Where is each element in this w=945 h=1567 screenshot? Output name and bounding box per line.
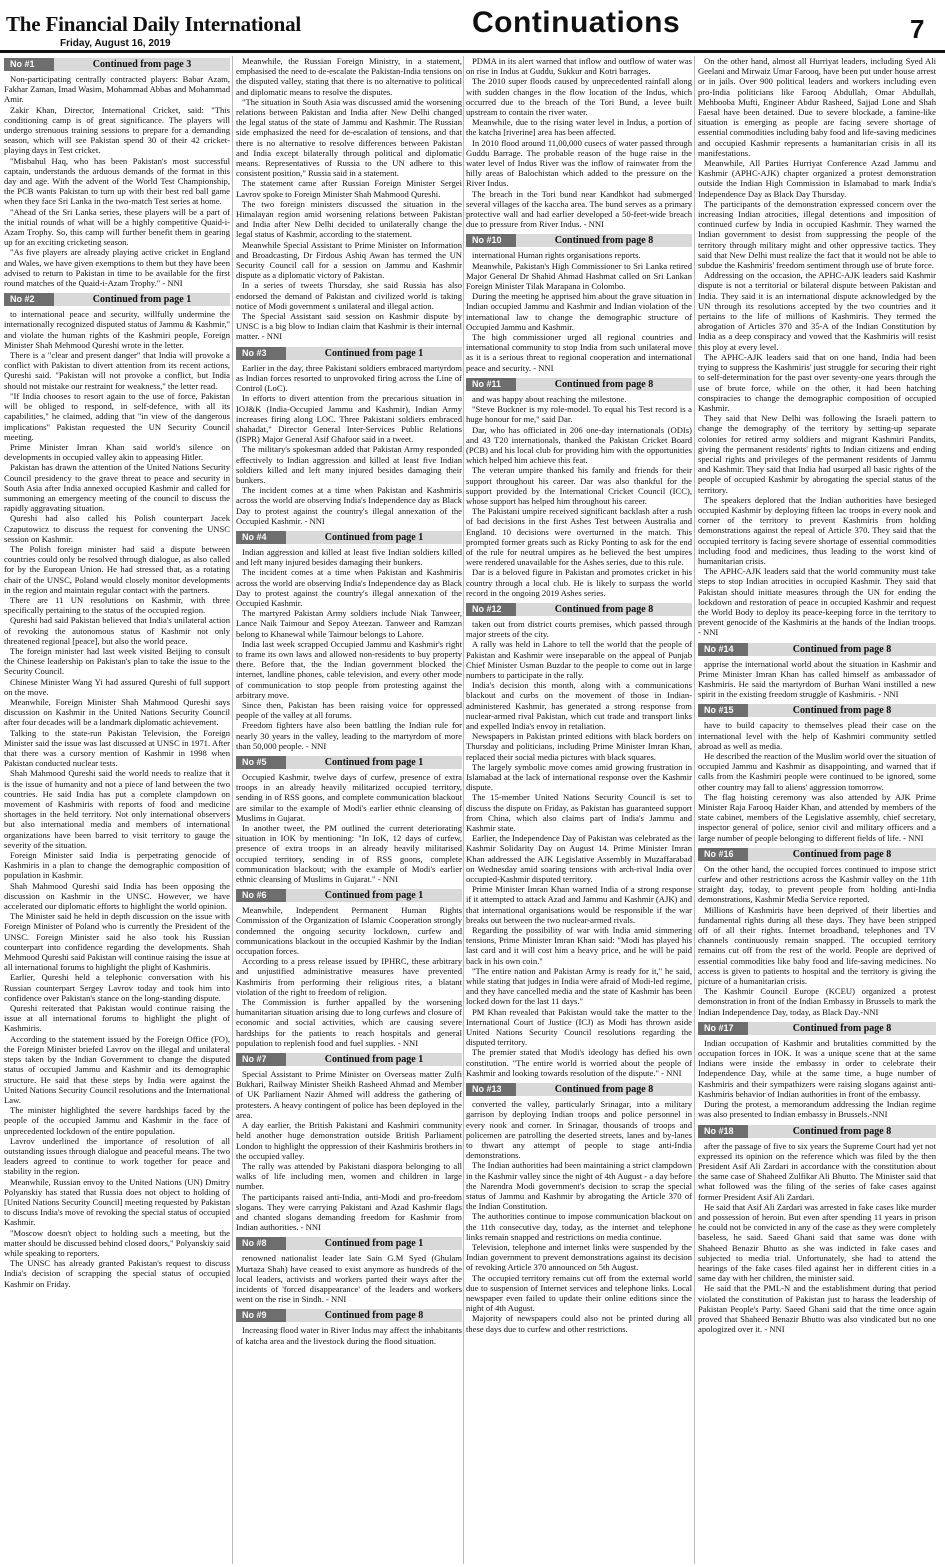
story-number-tag: No #12 (466, 603, 516, 616)
masthead-rule (0, 50, 945, 53)
story (698, 1022, 936, 1120)
newspaper-name: The Financial Daily International (6, 12, 302, 36)
paragraph: Dar is a beloved figure in Pakistan and promotes cricket in his country through a local club. He is likely to surpass the world record in the ongoing 2019 Ashes series. (466, 567, 692, 598)
paragraph: Freedom fighters have also been battling the Indian rule for nearly 30 years in the valley, leading to the martyrdom of more than 50,000 people. - NNI (236, 720, 462, 751)
paragraph: He said that Asif Ali Zardari was arrested in fake cases like murder and possession of heroin. But even after spending 11 years in prison he could not be convicted in any of the case as they were completely baseless, he said. Saeed Ghani said that same was done with Shaheed Benazir Bhutto as she was indicted in fake cases and subjected to media trial. Unfortunately, she had to attend the hearings of the fake cases filed against her in different cities in a same day with her children, the minister said. (698, 1201, 936, 1284)
story-body (4, 74, 230, 288)
paragraph: The incident comes at a time when Pakistan and Kashmiris across the world are observing India's Independence day as Black Day to protest against the country's illegal annexation of the Occupied Kashmir. (236, 567, 462, 608)
section-title: Continuations (472, 6, 681, 39)
paragraph: Chinese Minister Wang Yi had assured Qureshi of full support on the move. (4, 676, 230, 697)
continued-from-label: Continued from page 1 (286, 531, 462, 544)
story (236, 531, 462, 751)
paragraph: "The entire nation and Pakistan Army is ready for it," he said, while stating that judges in India were afraid of Modi-led regime, and they have cancelled media and the state of Kashmir has been locked down for the last 11 days." (466, 965, 692, 1007)
paragraph: Meanwhile, due to the rising water level in Indus, a portion of the katcha [riverine] area has been affected. (466, 117, 692, 138)
continued-from-label: Continued from page 1 (54, 293, 230, 306)
continued-from-label: Continued from page 1 (286, 756, 462, 769)
continued-from-label: Continued from page 3 (54, 58, 230, 71)
story-body (236, 905, 462, 1048)
continued-from-label: Continued from page 8 (748, 643, 936, 656)
story-header (466, 234, 692, 247)
story-number-tag: No #5 (236, 756, 286, 769)
story-number-tag: No #14 (698, 643, 748, 656)
story (466, 56, 692, 229)
story (4, 293, 230, 1289)
continued-from-label: Continued from page 1 (286, 1053, 462, 1066)
story-number-tag: No #6 (236, 889, 286, 902)
paragraph: Talking to the state-run Pakistan Television, the Foreign Minister said the issue was last discussed at UNSC in 1971. After that there was a cursory mention of Kashmir in 1998 when Pakistan conducted nuclear tests. (4, 727, 230, 769)
paragraph: taken out from district courts premises, which passed through major streets of the city. (466, 618, 692, 640)
paragraph: According to the statement issued by the Foreign Office (FO), the Foreign Minister briefed Lavrov on the illegal and unilateral steps taken by the Indian Government to change the disputed status of occupied Jammu and Kashmir and its demographic structure. He said that these steps by India were against the United Nations Security Council resolutions and the International Law. (4, 1033, 230, 1105)
story-number-tag: No #17 (698, 1022, 748, 1035)
story-header (698, 704, 936, 717)
paragraph: Regarding the possibility of war with India amid simmering tensions, Prime Minister Imran Khan said: "Modi has played his last card and it will cost him a heavy price, and he will be paid back in his own coin." (466, 925, 692, 966)
story-number-tag: No #3 (236, 347, 286, 360)
paragraph: Qureshi had said Pakistan believed that India's unilateral action of revoking the autonomous status of Kashmir not only threatened regional [peace], but also the world peace. (4, 615, 230, 646)
paragraph: international Human rights organisations reports. (472, 250, 641, 261)
story-header (698, 848, 936, 861)
paragraph: The foreign minister had last week visited Beijing to consult the Chinese leadership on Pakistan's plan to take the issue to the Security Council. (4, 645, 230, 677)
story-number-tag: No #18 (698, 1125, 748, 1138)
paragraph: have to build capacity to themselves plead their case on the international level with the help of Kashmiri community settled abroad as well as media. (698, 720, 936, 751)
story (698, 704, 936, 842)
paragraph: India's decision this month, along with a communications blackout and curbs on the movement of those in Indian-administered Kashmir, has generated a strong response from nuclear-armed rival Pakistan, which cut trade and transport links and expelled India's envoy in retaliation. (466, 680, 692, 731)
story-header (4, 293, 230, 306)
paragraph: The military's spokesman added that Pakistan Army responded effectively to Indian aggression and killed at least five Indian soldiers killed and left many injured besides damaging their bunkers. (236, 444, 462, 485)
paragraph: The participants raised anti-India, anti-Modi and pro-freedom slogans. They were carrying Pakistani and Azad Kashmir flags and chanted slogans demanding freedom for Kashmir from Indian authorities. - NNI (236, 1191, 462, 1233)
paragraph: The flag hoisting ceremony was also attended by AJK Prime Minister Raja Farooq Haider Khan, and attended by members of the state cabinet, members of the Legislative assembly, chief secretary, inspector general of police, senior civil and military officers and a large number of people belonging to different fields of life. - NNI (698, 791, 936, 843)
paragraph: The Minister said he held in depth discussion on the issue with Foreign Minister of Poland who is currently the President of the UNSC. Foreign Minister said he also took his Russian counterpart into confidence regarding the developments. Shah Mehmood Qureshi said Pakistan will continue raising the issue at all international forums to highlight the plight of Kashmiris. (4, 911, 230, 973)
paragraph: "Ahead of the Sri Lanka series, these players will be a part of the initial rounds of what will be a highly competitive Quaid-i-Azam Trophy. So, this camp will further benefit them in gearing up for an exciting cricketing season. (4, 206, 230, 248)
story-body (698, 720, 936, 842)
story-number-tag: No #10 (466, 234, 516, 247)
column-divider (232, 56, 233, 1564)
paragraph: The largely symbolic move comes amid growing frustration in Islamabad at the lack of international response over the Kashmir dispute. (466, 761, 692, 793)
paragraph: converted the valley, particularly Srinagar, into a military garrison by deploying Indian troops and police personnel in every nook and corner. In Srinagar, thousands of troops and policemen are patrolling the deserted streets, lanes and by-lanes to thwart any attempt of people to stage anti-India demonstrations. (466, 1099, 692, 1161)
paragraph: There are 11 UN resolutions on Kashmir, with three specifically pertaining to the status of the occupied region. (4, 594, 230, 616)
paragraph: Special Assistant to Prime Minister on Overseas matter Zulfi Bukhari, Railway Minister Sheikh Rasheed Ahmad and Member of UK Parliament Nazir Ahmed will address the gathering of protesters. A heavy contingent of police has been deployed in the area. (236, 1069, 462, 1120)
paragraph: The martyred Pakistan Army soldiers include Niak Tanweer, Lance Naik Taimour and Sepoy Ateezan. Tanweer and Ramzan belong to Khanewal while Taimour belongs to Lahore. (236, 608, 462, 639)
paragraph: renowned nationalist leader late Sain G.M Syed (Ghulam Murtaza Shah) have ceased to exist anymore as hundreds of the local leaders, activists and workers parted their ways after the incidents of 'forced disappearance' of the leaders and workers went on the rise in Sindh. - NNI (236, 1253, 462, 1305)
story-header (466, 378, 692, 391)
story-body (466, 56, 692, 229)
paragraph: apprise the international world about the situation in Kashmir and Prime Minister Imran Khan has called himself as ambassador of Kashmiris. He said the martyrdom of Burhan Wani instilled a new spirit in the existing freedom struggle of Kashmiris. - NNI (698, 658, 936, 700)
paragraph: Prime Minister Imran Khan said world's silence on developments in occupied valley akin to appeasing Hitler. (4, 441, 230, 463)
paragraph: Increasing flood water in River Indus may affect the inhabitants of katcha area and the livestock during the flood situation. (236, 1325, 462, 1346)
paragraph: Pakistan has drawn the attention of the United Nations Security Council presidency to the grave threat to peace and security in South Asia after India annexed occupied Kashmir and called for summoning an emergency meeting of the council to discuss the rapidly aggravating situation. (4, 462, 230, 514)
paragraph: The Kashmir Council Europe (KCEU) organized a protest demonstration in front of the Indian Embassy in Brussels to mark the Indian Independence Day, today, as Black Day.-NNI (698, 986, 936, 1017)
story (236, 1237, 462, 1304)
continued-from-label: Continued from page 1 (286, 1237, 462, 1250)
story (236, 889, 462, 1048)
paragraph: In a series of tweets Thursday, she said Russia has also endorsed the demand of Pakistan and civilized world is taking notice of Modi government s unilateral and illegal action. (236, 280, 462, 311)
paragraph: Shah Mahmood Qureshi said India has been opposing the discussion on Kashmir in the UNSC. However, we have accelerated our diplomatic efforts to highlight the world opinion. (4, 880, 230, 912)
paragraph: The high commissioner urged all regional countries and international community to stop India from such unilateral move as it is a serious threat to regional cooperation and international peace and security. - NNI (466, 332, 692, 373)
story-body (698, 659, 936, 700)
paragraph: "Steve Buckner is my role-model. To equal his Test record is a huge honour for me," said Dar. (466, 404, 692, 425)
column-2 (236, 56, 462, 1564)
story-number-tag: No #16 (698, 848, 748, 861)
paragraph: "Moscow doesn't object to holding such a meeting, but the matter should be discussed behind closed doors," Polyanskiy said while speaking to reporters. (4, 1227, 230, 1258)
story (466, 603, 692, 1078)
paragraph: The breach in the Tori bund near Kandhkot had submerged several villages of the kaccha area. The bund serves as a primary protective wall and had earlier developed a 50-feet-wide breach due to pressure from River Indus. - NNI (466, 188, 692, 230)
paragraph: Indian aggression and killed at least five Indian soldiers killed and left many injured besides damaging their bunkers. (236, 546, 462, 568)
paragraph: The Special Assistant said session on Kashmir dispute by UNSC is a big blow to Indian claim that Kashmir is their internal matter. - NNI (236, 311, 462, 342)
paragraph: Occupied Kashmir, twelve days of curfew, presence of extra troops in an already heavily militarized occupied territory, sending in of RSS goons, and complete communication blackout are similar to the example of Modi's earlier ethnic cleansing of Muslims in Gujarat. (236, 772, 462, 823)
story-body (236, 363, 462, 526)
paragraph: They said that New Delhi was following the Israeli pattern to change the demography of the territory by setting-up separate colonies for retired army soldiers and migrant Kashmiri Pandits, giving the permanent residents' rights to Indian citizens and ending special rights and privileges of the permanent residents of Jammu and Kashmir. They said that India had usurped all basic rights of the people of occupied Kashmir by abrogating the special status of the territory. (698, 413, 936, 495)
paragraph: and was happy about reaching the milestone. (472, 393, 627, 404)
continued-from-label: Continued from page 8 (286, 1309, 462, 1322)
story-header (698, 1022, 936, 1035)
column-4 (698, 56, 936, 1564)
story-header (236, 756, 462, 769)
story-body (698, 1141, 936, 1335)
paragraph: Shah Mahmood Qureshi said the world needs to realize that it is the issue of humanity and not a piece of land between the two countries. He said India has put a complete clampdown on movement of Kashmiris with reports of food and medicine shortages in the held territory. Not only international observers but also international media and members of international organizations have been barred to visit territory to gauge the severity of the situation. (4, 768, 230, 850)
continued-from-label: Continued from page 8 (516, 234, 692, 247)
story (236, 56, 462, 342)
paragraph: A day earlier, the British Pakistani and Kashmiri community held another huge demonstration outside British Parliament London to highlight the oppression of their Kashmiris brothers in the occupied valley. (236, 1120, 462, 1161)
story-number-tag: No #9 (236, 1309, 286, 1322)
paragraph: The Pakistani umpire received significant backlash after a rush of bad decisions in the first Ashes Test between Australia and England. 10 decisions were overturned in the match. This prompted former greats such as Ricky Ponting to ask for the end of the rule for neutral umpires as he believed the best umpires were rendered unavailable for the Ashes series, due to this rule. (466, 506, 692, 568)
paragraph: Majority of newspapers could also not be printed during all these days due to curfew and other restrictions. (466, 1313, 692, 1334)
paragraph: The two foreign ministers discussed the situation in the Himalayan region amid worsening relations between Pakistan and India after New Delhi decided to unilaterally change the legal status of Kashmir, according to the statement. (236, 198, 462, 240)
paragraph: On the other hand, the occupied forces continued to impose strict curfew and other restrictions across the Kashmir valley on the 11th straight day, today, to prevent people from holding anti-India demonstrations, Kashmir Media Service reported. (698, 863, 936, 905)
story (698, 1125, 936, 1335)
issue-date: Friday, August 16, 2019 (60, 38, 171, 49)
story-number-tag: No #13 (466, 1083, 516, 1096)
story-number-tag: No #8 (236, 1237, 286, 1250)
continued-from-label: Continued from page 8 (516, 378, 692, 391)
paragraph: The APHC-AJK leaders said that on one hand, India had been trying to suppress the Kashmiris' just struggle for securing their right to self-determination for the past over seventy-one years through the use of brute force, while on the other, it had been hatching conspiracies to change the demographic composition of occupied Kashmir. (698, 351, 936, 413)
story-body (698, 1038, 936, 1120)
paragraph: The incident comes at a time when Pakistan and Kashmiris across the world are observing India's Independence day as Black Day to protest against the country's illegal annexation of the Occupied Kashmir. - NNI (236, 485, 462, 526)
paragraph: Meanwhile, the Russian Foreign Ministry, in a statement, emphasised the need to de-escalate the Pakistan-India tensions on the disputed valley, stating that there is no alternative to political and diplomatic means to resolve the disputes. (236, 56, 462, 97)
continued-from-label: Continued from page 8 (748, 1125, 936, 1138)
story-body (466, 394, 692, 598)
story (466, 1083, 692, 1334)
paragraph: Addressing on the occasion, the APHC-AJK leaders said Kashmir dispute is not a territorial or bilateral dispute between Pakistan and India. They said it is an international dispute acknowledged by the UN through its resolutions accepted by the two countries and it pertains to the life of millions of Kashmiris. They termed the abrogation of Articles 370 and 35-A of the Indian Constitution by India as a deep conspiracy and vowed that the Kashmiris will resist this ploy at every level. (698, 270, 936, 352)
paragraph: The speakers deplored that the Indian authorities have besieged occupied Kashmir by deploying fifteen lac troops in every nook and corner of the territory to prevent Kashmiris from holding demonstrations against the repeal of Article 370. They said that the occupied territory is facing severe shortage of essential commodities including food and medicines, thus leading to the worst kind of humanitarian crisis. (698, 494, 936, 566)
paragraph: The 15-member United Nations Security Council is set to discuss the dispute on Friday, as Pakistan has guaranteed support from China, which also claims part of India's Jammu and Kashmir state. (466, 792, 692, 834)
paragraph: Non-participating centrally contracted players: Babar Azam, Fakhar Zaman, Imad Wasim, Mohammad Abbas and Mohammad Amir. (4, 74, 230, 105)
paragraph: The participants of the demonstration expressed concern over the increasing Indian atrocities, illegal detentions and imposition of continued curfew by India in occupied Kashmir. They warned the Indian government to desist from suppressing the people of the territory through military might and other oppressive tactics. They said that New Delhi must realize the fact that it would not be able to subdue the Kashmiris' freedom sentiment through use of brute force. (698, 198, 936, 271)
story-header (236, 347, 462, 360)
page-number: 7 (910, 14, 925, 44)
paragraph: after the passage of five to six years the Supreme Court had yet not expressed its opinion on the reference which was filed by the then President Asif Ali Zardari in accordance with the constitution about the same case of Shaheed Zulfikar Ali Bhutto. The Minister said that what followed was the filing of the series of fake cases against former President Asif Ali Zardari. (698, 1140, 936, 1202)
paragraph: Meanwhile, Pakistan's High Commissioner to Sri Lanka retired Major General Dr Shahid Ahmad Hashmat called on Sri Lankan Foreign Minister Tilak Marapana in Colombo. (466, 260, 692, 292)
story (4, 58, 230, 288)
continued-from-label: Continued from page 1 (286, 889, 462, 902)
story-number-tag: No #1 (4, 58, 54, 71)
paragraph: In efforts to divert attention from the precarious situation in IOJ&K (India-Occupied Jammu and Kashmir), Indian Army increases firing along LOC. Three Pakistani soldiers embraced shahadat," Director General Inter-Services Public Relations (ISPR) Major General Asif Ghafoor said in a tweet. (236, 393, 462, 445)
paragraph: According to a press release issued by IPHRC, these arbitrary and unjustified administrative measures have prevented Kashmiris from performing their religious rites, a blatant violation of the right to freedom of religion. (236, 956, 462, 997)
paragraph: A rally was held in Lahore to tell the world that the people of Pakistan and Kashmir were inseparable on the appeal of Punjab Chief Minister Usman Buzdar to the people to come out in large numbers to participate in the rally. (466, 639, 692, 680)
paragraph: Zakir Khan, Director, International Cricket, said: "This conditioning camp is of great significance. The players will undergo strenuous training sessions to prepare for a demanding season, which will see Pakistan spend 30 of their 42 cricket-playing days in Test cricket. (4, 104, 230, 156)
paragraph: Television, telephone and internet links were suspended by the Indian government to prevent demonstrations against its decision of revoking Article 370 announced on 5th August. (466, 1241, 692, 1273)
story-number-tag: No #15 (698, 704, 748, 717)
paragraph: The Commission is further appalled by the worsening humanitarian situation arising due to long curfews and closure of economic and social activities, which are causing severe hardships for the patients to reach hospitals and general population to replenish food and fuel supplies. - NNI (236, 997, 462, 1048)
paragraph: There is a "clear and present danger" that India will provoke a conflict with Pakistan to divert attention from its recent actions, Qureshi said. "Pakistan will not provoke a conflict, but India should not mistake our restraint for weakness," the letter read. (4, 350, 230, 391)
story (236, 756, 462, 884)
story-body (236, 1325, 462, 1345)
story-number-tag: No #2 (4, 293, 54, 306)
paragraph: "The situation in South Asia was discussed amid the worsening relations between Pakistan and India after New Delhi changed the legal status of the state of Jammu and Kashmir. The Russian side emphasized the need for de-escalation of tensions, and that there is no alternative to resolve differences between Pakistan and India except bilaterally through political and diplomatic means. Representatives of Russia to the UN adhere to this consistent position," Russia said in a statement. (236, 96, 462, 179)
story-body (236, 1253, 462, 1304)
continued-from-label: Continued from page 8 (748, 848, 936, 861)
paragraph: Meanwhile, All Parties Hurriyat Conference Azad Jammu and Kashmir (APHC-AJK) chapter organized a protest demonstration outside the Indian High Commission in Islamabad to mark India's Independence Day as Black Day Thursday. (698, 158, 936, 199)
story-header (698, 1125, 936, 1138)
story-header (466, 603, 692, 616)
paragraph: Meanwhile, Foreign Minister Shah Mahmood Qureshi says discussion on Kashmir in the United Nations Security Council after four decades will be a landmark diplomatic achievement. (4, 696, 230, 728)
paragraph: Qureshi had also called his Polish counterpart Jacek Czaputowicz to discuss the request for convening the UNSC session on Kashmir. (4, 513, 230, 544)
column-divider (463, 56, 464, 1564)
story (698, 643, 936, 700)
story-header (236, 531, 462, 544)
story-header (236, 1309, 462, 1322)
paragraph: The premier stated that Modi's ideology has defied his own constitution. "The entire world is worried about the people of Kashmir and looking towards resolution of the dispute." - NNI (466, 1047, 692, 1078)
paragraph: Meanwhile Special Assistant to Prime Minister on Information and Broadcasting, Dr Firdous Ashiq Awan has termed the UN Security Council call for a session on Jammu and Kashmir dispute as a diplomatic victory of Pakistan. (236, 239, 462, 281)
paragraph: The statement came after Russian Foreign Minister Sergei Lavrov spoke to Foreign Minister Shah Mahmood Qureshi. (236, 178, 462, 199)
paragraph: He said that the PML-N and the establishment during that period violated the constitution of Pakistan just to harass the leadership of Pakistan People's Party. Saeed Ghani said that the time once again proved that Shaheed Benazir Bhutto was also vindicated but no one apologized over it. - NNI (698, 1283, 936, 1335)
story-header (236, 889, 462, 902)
paragraph: The APHC-AJK leaders said that the world community must take steps to stop Indian atrocities in occupied Kashmir. They said that Pakistan should initiate measures through the UN for ending the lockdown and restoration of peace in occupied Kashmir and request the World Body to deploy its peace-keeping force in the territory to prevent genocide of the Kashmiris at the hands of the Indian troops. - NNI (698, 566, 936, 638)
column-divider (694, 56, 695, 1564)
paragraph: PM Khan revealed that Pakistan would take the matter to the International Court of Justice (ICJ) as Modi has thrown aside United Nations Security Council resolutions regarding the disputed territory. (466, 1006, 692, 1048)
story-header (236, 1237, 462, 1250)
story-body (466, 250, 692, 372)
story (466, 378, 692, 598)
paragraph: "Misbahul Haq, who has been Pakistan's most successful captain, understands the arduous demands of the format in this day and age. With the advent of the World Test Championship, the PCB wants Pakistan to turn up with their best red ball game when they face Sri Lanka in the two-match Test series at home. (4, 155, 230, 207)
paragraph: Prime Minister Imran Khan warned India of a strong response if it attempted to attack Azad and Jammu and Kashmir (AJK) and that international organisations would be responsible if the war breaks out between the two nuclear-armed rivals. (466, 884, 692, 925)
paragraph: The Polish foreign minister had said a dispute between countries could only be resolved through dialogue, as also called for by the European Union. He had stressed that, as a rotating chair of the UNSC, Poland would closely monitor developments in the region and maintain regular contact with the partners. (4, 543, 230, 595)
column-3 (466, 56, 692, 1564)
paragraph: Since then, Pakistan has been raising voice for oppressed people of the valley at all forums. (236, 699, 462, 721)
story (236, 1309, 462, 1345)
story-header (236, 1053, 462, 1066)
story (698, 848, 936, 1017)
paragraph: Newspapers in Pakistan printed editions with black borders on Thursday and politicians, including Prime Minister Imran Khan, replaced their social media pictures with black squares. (466, 731, 692, 762)
paragraph: During the protest, a memorandum addressing the Indian regime was also presented to Indian embassy in Brussels.-NNI (698, 1099, 936, 1120)
paragraph: In another tweet, the PM outlined the current deteriorating situation in IOK by mentioning: "In IoK, 12 days of curfew, presence of extra troops in an already heavily militarised occupied territory, sending in of RSS goons, complete communication blackout; with the example of Modi's earlier ethnic cleansing of Muslims in Gujarat." - NNI (236, 823, 462, 885)
paragraph: Qureshi reiterated that Pakistan would continue raising the issue at all international forums to highlight the plight of Kashmiris. (4, 1003, 230, 1034)
paragraph: Foreign Minister said India is perpetrating genocide of Kashmiris in a plan to change the demographic composition of population in Kashmir. (4, 850, 230, 881)
story-number-tag: No #11 (466, 378, 516, 391)
paragraph: The occupied territory remains cut off from the external world due to suspension of Internet services and telephone links. Local newspaper even failed to update their online editions since the night of 4th August. (466, 1272, 692, 1314)
story-header (466, 1083, 692, 1096)
paragraph: Dar, who has officiated in 206 one-day internationals (ODIs) and 43 T20 internationals, thanked the Pakistan Cricket Board (PCB) and his local club for providing him with the opportunities which helped him achieve this feat. (466, 424, 692, 466)
continued-from-label: Continued from page 8 (516, 603, 692, 616)
paragraph: Meanwhile, Independent Permanent Human Rights Commission of the Organization of Islamic Cooperation strongly condemned the ongoing security lockdown, curfew and communications blackout in the occupied Kashmir by the Indian occupation forces. (236, 905, 462, 957)
continued-from-label: Continued from page 8 (516, 1083, 692, 1096)
story (466, 234, 692, 372)
paragraph: The 2010 super floods caused by unprecedented rainfall along with sudden changes in the flow location of the Indus, which occurred due to the breach of the Tori Bund, a levee built upstream to contain the river water. (466, 76, 692, 118)
paragraph: to international peace and security, willfully undermine the internationally recognized disputed status of Jammu & Kashmir," and violate the human rights of the Kashmiri people, Foreign Minister Shah Mehmood Qureshi wrote in the letter. (4, 309, 230, 350)
story-number-tag: No #7 (236, 1053, 286, 1066)
story-body (236, 547, 462, 751)
story-header (4, 58, 230, 71)
paragraph: PDMA in its alert warned that inflow and outflow of water was on rise in Indus at Guddu, Sukkur and Kotri barrages. (466, 56, 692, 77)
paragraph: The minister highlighted the severe hardships faced by the people of the occupied Jammu and Kashmir in the face of unprecedented lockdown of the entire population. (4, 1105, 230, 1136)
story-body (4, 309, 230, 1289)
continued-from-label: Continued from page 8 (748, 704, 936, 717)
masthead (0, 0, 945, 52)
paragraph: The Indian authorities had been maintaining a strict clampdown in the Kashmir valley since the night of 4th August - a day before the Narendra Modi government's decision to scrap the special status of Jammu and Kashmir by abrogating the Article 370 of the Indian Constitution. (466, 1160, 692, 1212)
column-1 (4, 56, 230, 1564)
paragraph: Earlier, the Independence Day of Pakistan was celebrated as the Kashmir Solidarity Day on August 14. Prime Minister Imran Khan addressed the AJK Legislative Assembly in Muzaffarabad on Wednesday amid soaring tensions with arch-rival India over occupied-Kashmir disputed territory. (466, 833, 692, 885)
paragraph: Lavrov underlined the importance of resolution of all outstanding issues through dialogue and peaceful means. The two leaders agreed to continue to work together for peace and stability in the region. (4, 1135, 230, 1177)
continued-from-label: Continued from page 1 (286, 347, 462, 360)
story (698, 56, 936, 638)
paragraph: Indian occupation of Kashmir and brutalities committed by the occupation forces in IOK. It was a unique scene that at the same Indians were inside the embassy in order to celebrate their Independence Day, while at the same time, a huge number of Kashmiris and their sympathizers were raising slogans against anti-Kashmiris behavior of Indian authorities in front of the embassy. (698, 1037, 936, 1099)
paragraph: Meanwhile, Russian envoy to the United Nations (UN) Dmitry Polyanskiy has stated that Russia does not object to holding of [United Nations Security Council] meeting requested by Pakistan to discuss India's move of revoking the special status of occupied Kashmir. (4, 1176, 230, 1228)
story-body (236, 56, 462, 342)
paragraph: The authorities continue to impose communication blackout on the 11th consecutive day, today, as the internet and telephone links remain snapped and restrictions on media continue. (466, 1211, 692, 1242)
paragraph: "If India chooses to resort again to the use of force, Pakistan will be obliged to respond, in self-defence, with all its capabilities," he claimed, adding that "in view of the dangerous implications" Pakistan requested the UN Security Council meeting. (4, 390, 230, 442)
story-body (466, 1099, 692, 1334)
story-body (236, 1069, 462, 1232)
story (236, 1053, 462, 1232)
paragraph: "As five players are already playing active cricket in England and Wales, we have given exemptions to them but they have been advised to return to Pakistan in time to be available for the first round matches of the Quaid-i-Azam Trophy." - NNI (4, 247, 230, 289)
story-body (236, 772, 462, 884)
paragraph: On the other hand, almost all Hurriyat leaders, including Syed Ali Geelani and Mirwaiz Umar Farooq, have been put under house arrest or in jails. Over 900 political leaders and workers including even pro-India politicians like Farooq Abdullah, Omar Abdullah, Mehbooba Mufti, Engineer Abdur Rasheed, Sajjad Lone and Shah Faesal have been detained. Due to severe blockade, a famine-like situation is emerging as people are facing severe shortage of essential commodities including baby food and life-saving medicines and occupied Kashmir represents a humanitarian crisis in all its manifestations. (698, 56, 936, 158)
story-body (698, 56, 936, 638)
story-body (698, 864, 936, 1017)
story-header (698, 643, 936, 656)
paragraph: In 2010 flood around 11,00,000 cusecs of water passed through Guddu Barrage. The probable reason of the huge raise in the water level of Indus River was the inflow of rainwater from the hilly areas of Balochistan which added to the pressure on the River Indus. (466, 137, 692, 189)
story-body (466, 619, 692, 1078)
paragraph: The rally was attended by Pakistani diaspora belonging to all walks of life including men, women and children in large number. (236, 1160, 462, 1192)
paragraph: Millions of Kashmiris have been deprived of their liberties and fundamental rights during all these days. They have been stripped off of all their rights. Internet broadband, telephones and TV channels continuously remain snapped. The occupied territory remains cut off from the rest of the world. People are deprived of essential commodities like baby food and life-saving medicines. No access is given to patients to hospital and the territory is giving the picture of a humanitarian crisis. (698, 904, 936, 987)
story-number-tag: No #4 (236, 531, 286, 544)
paragraph: Earlier, Qureshi held a telephonic conversation with his Russian counterpart Sergey Lavrov today and took him into confidence over Pakistan's stance on the long-standing dispute. (4, 972, 230, 1003)
continued-from-label: Continued from page 8 (748, 1022, 936, 1035)
paragraph: The veteran umpire thanked his family and friends for their support throughout his career. Dar was also thankful for the support provided by the International Cricket Council (ICC), whose support has helped him throughout his career. (466, 465, 692, 506)
paragraph: Earlier in the day, three Pakistani soldiers embraced martyrdom as Indian forces resorted to unprovoked firing across the Line of Control (LoC). (236, 362, 462, 394)
paragraph: India last week scrapped Occupied Jammu and Kashmir's right to frame its own laws and allowed non-residents to buy property there. Before that, the the Indian government blocked the internet, landline phones, cable television, and every other mode of communication to stop people from protesting against the arbitrary move. (236, 638, 462, 700)
story (236, 347, 462, 526)
paragraph: The UNSC has already granted Pakistan's request to discuss India's decision of scrapping the special status of occupied Kashmir on Friday. (4, 1258, 230, 1289)
paragraph: He described the reaction of the Muslim world over the situation of occupied Jammu and Kashmir as disappointing, and warned that if calls from the Kashmiri people were continued to be ignored, some other country may fall to aliens' aggression tomorrow. (698, 751, 936, 792)
paragraph: During the meeting he apprised him about the grave situation in Indian occupied Jammu and Kashmir and Indian violation of the international law to change the demographic structure of Occupied Jammu and Kashmir. (466, 291, 692, 332)
